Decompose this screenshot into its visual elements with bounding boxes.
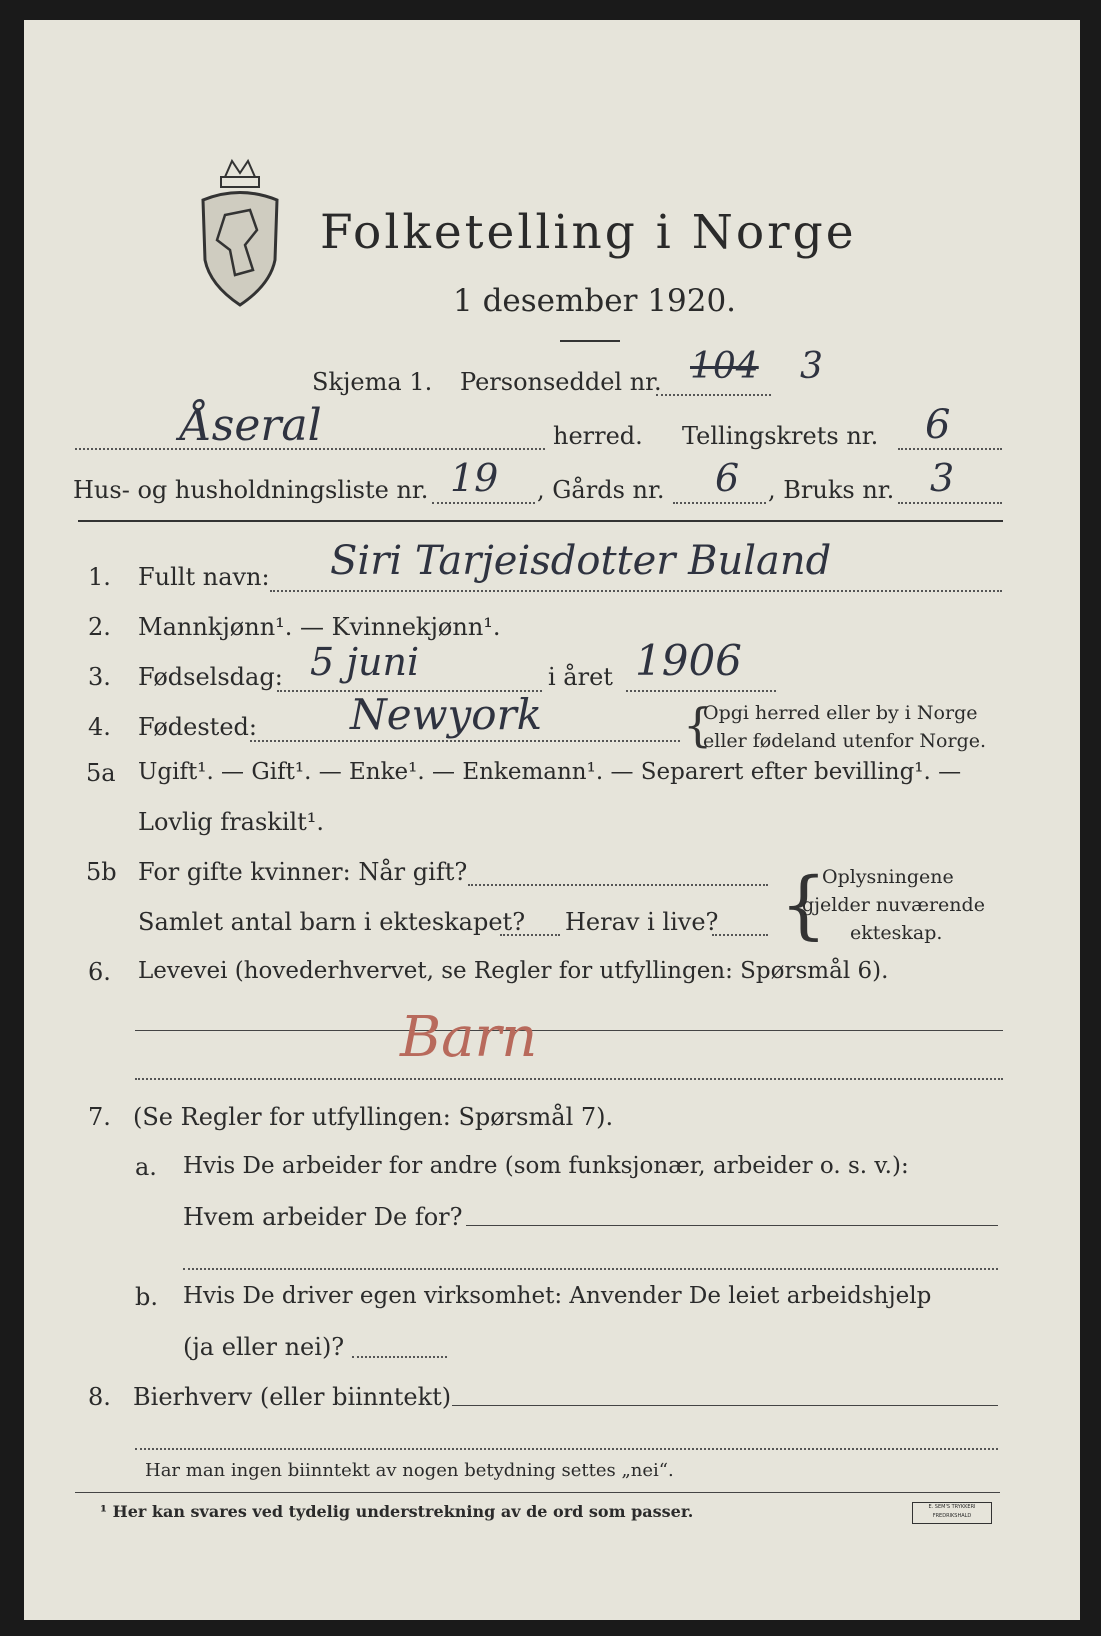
- footnote: ¹ Her kan svares ved tydelig understrekning av de ord som passer.: [100, 1502, 694, 1521]
- q3-year-label: i året: [548, 663, 613, 691]
- q4-field-line: [250, 740, 680, 742]
- biinntekt-note: Har man ingen biinntekt av nogen betydning settes „nei“.: [145, 1460, 674, 1481]
- q7-label: (Se Regler for utfyllingen: Spørsmål 7).: [133, 1103, 614, 1131]
- q7b-answer-line: [352, 1356, 447, 1358]
- q7b-line2: (ja eller nei)?: [183, 1333, 345, 1361]
- q6-label: Levevei (hovederhvervet, se Regler for utfyllingen: Spørsmål 6).: [138, 958, 889, 984]
- gards-value[interactable]: 6: [715, 456, 740, 500]
- birthday-value[interactable]: 5 juni: [310, 640, 420, 684]
- q7a-answer-line1: [466, 1225, 998, 1226]
- q7b-letter: b.: [135, 1283, 158, 1311]
- gards-label: , Gårds nr.: [537, 476, 665, 504]
- q4-brace: {: [683, 698, 713, 752]
- q1-label: Fullt navn:: [138, 563, 270, 591]
- q3-year-field-line: [626, 690, 776, 692]
- personseddel-value[interactable]: 3: [800, 346, 823, 387]
- bruks-field-line: [898, 502, 1002, 504]
- q7-number: 7.: [88, 1103, 111, 1131]
- q5a-line1: Ugift¹. — Gift¹. — Enke¹. — Enkemann¹. — Separert efter bevilling¹. —: [138, 759, 962, 785]
- norway-coat-of-arms-icon: [195, 155, 285, 310]
- title-divider: [560, 340, 620, 342]
- q4-label: Fødested:: [138, 713, 257, 741]
- tellingskrets-value[interactable]: 6: [925, 402, 951, 448]
- q5a-number: 5a: [86, 759, 116, 787]
- q8-answer-line2: [135, 1448, 998, 1450]
- tellingskrets-label: Tellingskrets nr.: [682, 422, 879, 450]
- footer-divider: [75, 1492, 1000, 1493]
- census-date: 1 desember 1920.: [453, 283, 737, 319]
- skjema-label: Skjema 1.: [312, 368, 433, 396]
- q5b-line2a: Samlet antal barn i ekteskapet?: [138, 908, 526, 936]
- q5b-line2b: Herav i live?: [565, 908, 719, 936]
- q6-number: 6.: [88, 958, 111, 986]
- personseddel-label: Personseddel nr.: [460, 368, 662, 396]
- q3-number: 3.: [88, 663, 111, 691]
- q4-note-line2: eller fødeland utenfor Norge.: [703, 730, 987, 752]
- q4-number: 4.: [88, 713, 111, 741]
- q5b-line1: For gifte kvinner: Når gift?: [138, 858, 468, 886]
- q2-label: Mannkjønn¹. — Kvinnekjønn¹.: [138, 613, 501, 641]
- q2-number: 2.: [88, 613, 111, 641]
- herred-label: herred.: [553, 422, 643, 450]
- q5b-alive-field-line: [712, 934, 768, 936]
- tellingskrets-field-line: [898, 448, 1002, 450]
- q5b-number: 5b: [86, 858, 117, 886]
- bruks-label: , Bruks nr.: [768, 476, 895, 504]
- q5a-line2: Lovlig fraskilt¹.: [138, 808, 325, 836]
- q7a-line2: Hvem arbeider De for?: [183, 1203, 463, 1231]
- q5b-note-line2: gjelder nuværende: [802, 894, 985, 916]
- personseddel-struck-value[interactable]: 104: [690, 346, 759, 387]
- q3-label: Fødselsdag:: [138, 663, 283, 691]
- q5b-children-field-line: [500, 934, 560, 936]
- occupation-value[interactable]: Barn: [400, 1005, 538, 1070]
- bruks-value[interactable]: 3: [930, 456, 955, 500]
- q5b-note-line1: Oplysningene: [822, 866, 954, 888]
- husholdning-value[interactable]: 19: [450, 456, 499, 500]
- q8-label: Bierhverv (eller biinntekt): [133, 1383, 452, 1411]
- gards-field-line: [673, 502, 766, 504]
- q6-answer-line1: [135, 1030, 1003, 1031]
- husholdning-label: Hus- og husholdningsliste nr.: [73, 476, 429, 504]
- q6-answer-line2: [135, 1078, 1003, 1080]
- husholdning-field-line: [432, 502, 535, 504]
- birthplace-value[interactable]: Newyork: [350, 690, 543, 739]
- q4-note-line1: Opgi herred eller by i Norge: [703, 702, 978, 724]
- q7a-line1: Hvis De arbeider for andre (som funksjonær, arbeider o. s. v.):: [183, 1153, 909, 1179]
- q1-field-line: [270, 590, 1002, 592]
- herred-value[interactable]: Åseral: [180, 400, 322, 451]
- q5b-note-line3: ekteskap.: [850, 922, 943, 944]
- q8-answer-line1: [452, 1405, 998, 1406]
- full-name-value[interactable]: Siri Tarjeisdotter Buland: [330, 538, 832, 584]
- q5b-brace: {: [780, 862, 828, 948]
- printer-stamp: E. SEM'S TRYKKERI FREDRIKSHALD: [912, 1502, 992, 1524]
- personseddel-field-line: [656, 394, 771, 396]
- header-divider: [78, 520, 1003, 522]
- q7a-letter: a.: [135, 1153, 157, 1181]
- birth-year-value[interactable]: 1906: [635, 636, 742, 685]
- q8-number: 8.: [88, 1383, 111, 1411]
- form-title: Folketelling i Norge: [320, 205, 857, 260]
- q5b-married-field-line: [468, 884, 768, 886]
- q7b-line1: Hvis De driver egen virksomhet: Anvender De leiet arbeidshjelp: [183, 1283, 932, 1309]
- q1-number: 1.: [88, 563, 111, 591]
- q7a-answer-line2: [183, 1268, 998, 1270]
